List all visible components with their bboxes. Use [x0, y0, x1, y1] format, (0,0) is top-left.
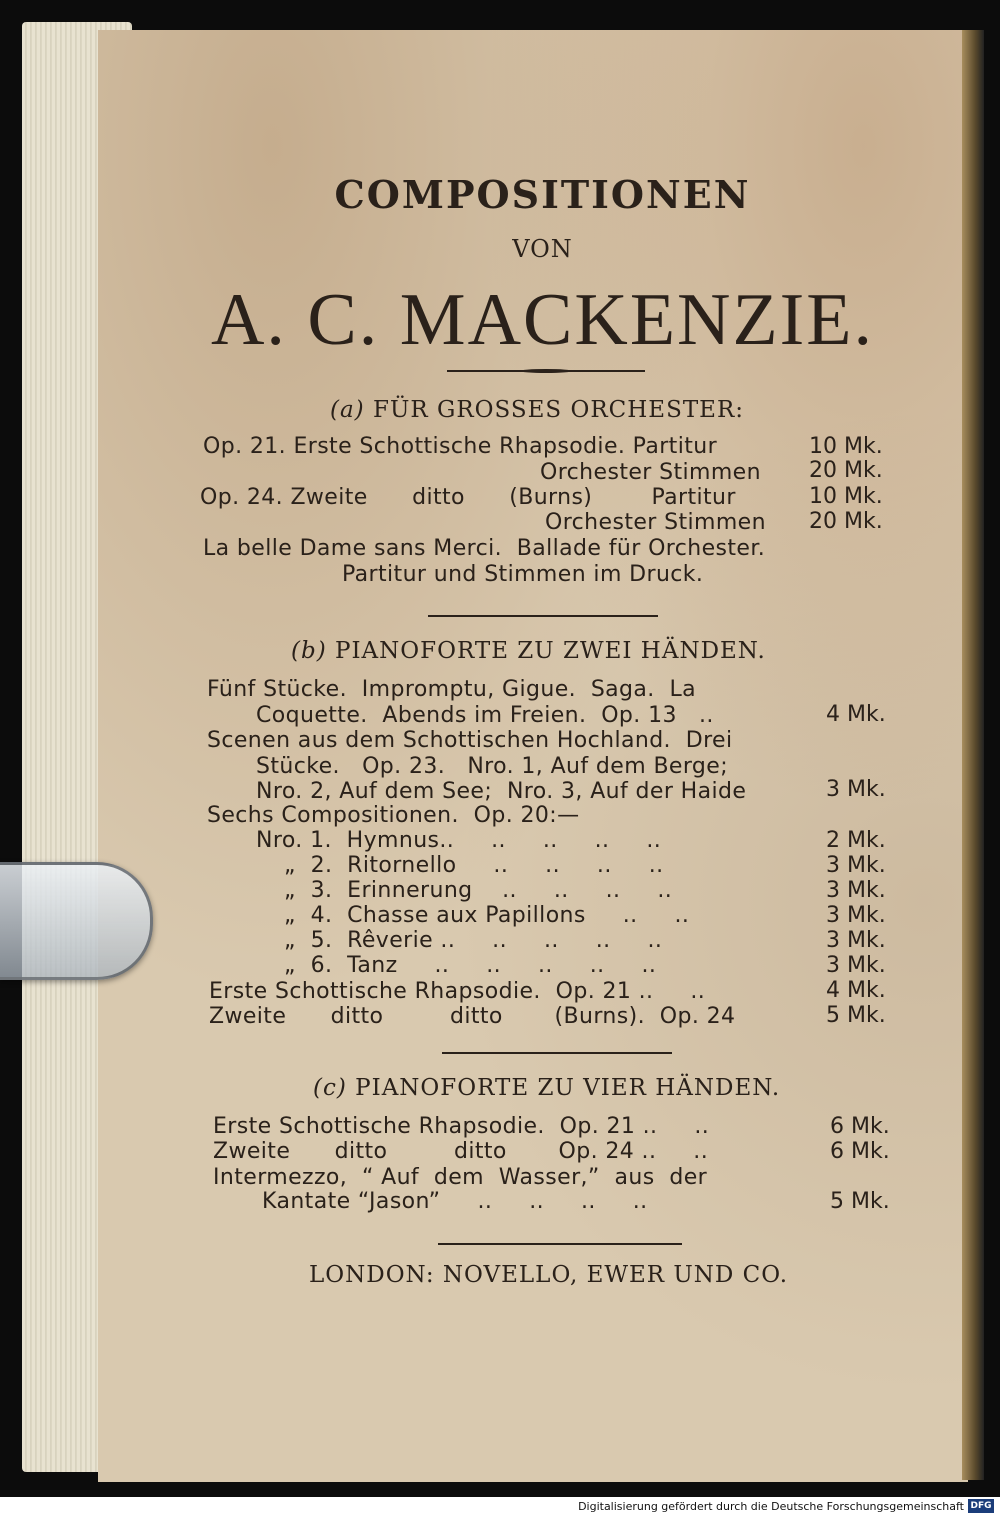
price: 20 Mk. — [809, 509, 883, 534]
list-item: Op. 24. Zweite ditto (Burns) Partitur — [200, 485, 736, 510]
price: 3 Mk. — [826, 953, 886, 978]
list-item: „ 3. Erinnerung .. .. .. .. — [284, 878, 673, 903]
price: 3 Mk. — [826, 928, 886, 953]
price: 10 Mk. — [809, 484, 883, 509]
section-c-heading: PIANOFORTE ZU VIER HÄNDEN. — [355, 1075, 781, 1101]
list-item: „ 5. Rêverie .. .. .. .. .. — [284, 928, 663, 953]
list-item: Intermezzo, “ Auf dem Wasser,” aus der — [213, 1165, 708, 1190]
heading-von: VON — [512, 235, 573, 263]
price: 20 Mk. — [809, 458, 883, 483]
footer-credit: Digitalisierung gefördert durch die Deutsche Forschungsgemeinschaft — [578, 1500, 964, 1513]
price: 4 Mk. — [826, 978, 886, 1003]
heading-compositionen: COMPOSITIONEN — [334, 172, 751, 217]
price: 3 Mk. — [826, 878, 886, 903]
list-item: Zweite ditto ditto (Burns). Op. 24 — [209, 1004, 736, 1029]
section-a-title — [330, 397, 744, 423]
section-a-label: (a) — [330, 397, 365, 423]
list-item: Fünf Stücke. Impromptu, Gigue. Saga. La — [207, 677, 697, 702]
list-item: Erste Schottische Rhapsodie. Op. 21 .. .. — [209, 979, 706, 1004]
section-c-title — [313, 1075, 780, 1101]
publisher-imprint: LONDON: NOVELLO, EWER UND CO. — [309, 1262, 789, 1288]
price: 10 Mk. — [809, 434, 883, 459]
list-item: Zweite ditto ditto Op. 24 .. .. — [213, 1139, 709, 1164]
list-item: Nro. 2, Auf dem See; Nro. 3, Auf der Haide — [256, 779, 747, 804]
list-item: Nro. 1. Hymnus.. .. .. .. .. — [256, 828, 662, 853]
list-item: Erste Schottische Rhapsodie. Op. 21 .. .. — [213, 1114, 710, 1139]
price: 5 Mk. — [830, 1189, 890, 1214]
section-b-label: (b) — [291, 638, 327, 664]
list-item: Partitur und Stimmen im Druck. — [342, 562, 704, 587]
heading-composer: A. C. MACKENZIE. — [210, 279, 875, 361]
section-c-label: (c) — [313, 1075, 347, 1101]
price: 3 Mk. — [826, 777, 886, 802]
list-item: Coquette. Abends im Freien. Op. 13 .. — [256, 703, 714, 728]
price: 3 Mk. — [826, 853, 886, 878]
divider — [438, 1243, 682, 1245]
price: 2 Mk. — [826, 828, 886, 853]
dfg-logo: DFG — [968, 1499, 994, 1513]
divider — [442, 1052, 672, 1054]
price: 5 Mk. — [826, 1003, 886, 1028]
section-b-heading: PIANOFORTE ZU ZWEI HÄNDEN. — [334, 638, 766, 664]
price: 4 Mk. — [826, 702, 886, 727]
ornament-rule — [447, 369, 645, 373]
list-item: „ 6. Tanz .. .. .. .. .. — [284, 953, 657, 978]
list-item: Sechs Compositionen. Op. 20:— — [207, 803, 580, 828]
list-item: „ 2. Ritornello .. .. .. .. — [284, 853, 664, 878]
list-item: „ 4. Chasse aux Papillons .. .. — [284, 903, 690, 928]
price: 3 Mk. — [826, 903, 886, 928]
section-a-heading: FÜR GROSSES ORCHESTER: — [372, 397, 745, 423]
list-item: La belle Dame sans Merci. Ballade für Orchester. — [203, 536, 766, 561]
list-item: Orchester Stimmen — [545, 510, 766, 535]
price: 6 Mk. — [830, 1114, 890, 1139]
list-item: Op. 21. Erste Schottische Rhapsodie. Partitur — [203, 434, 718, 459]
list-item: Stücke. Op. 23. Nro. 1, Auf dem Berge; — [256, 754, 729, 779]
page-clip — [0, 862, 153, 980]
list-item: Kantate “Jason” .. .. .. .. — [262, 1189, 648, 1214]
list-item: Orchester Stimmen — [540, 460, 761, 485]
divider — [428, 615, 658, 617]
section-b-title — [291, 638, 766, 664]
list-item: Scenen aus dem Schottischen Hochland. Drei — [207, 728, 733, 753]
price: 6 Mk. — [830, 1139, 890, 1164]
